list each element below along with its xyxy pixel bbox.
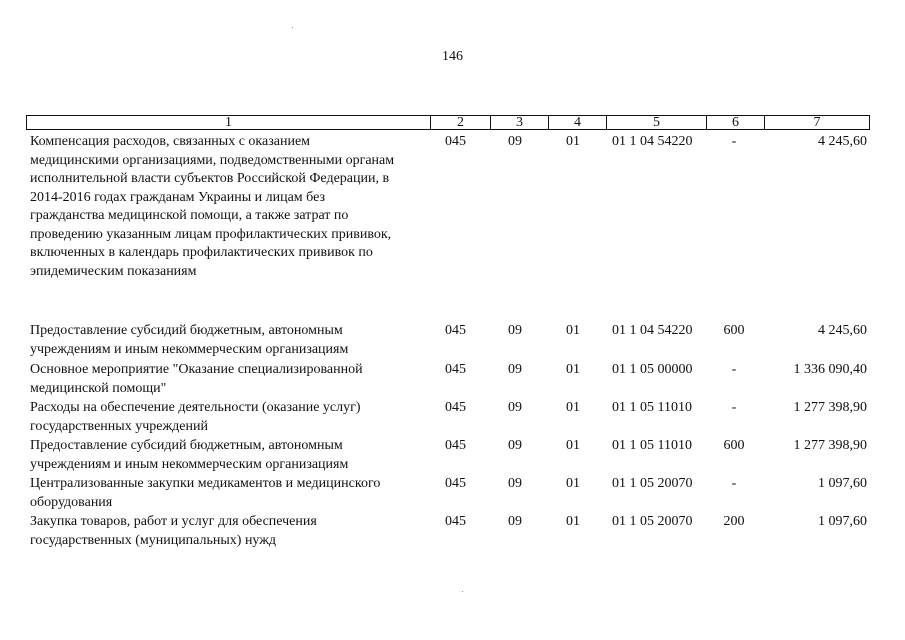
row-subsection-code: 01 bbox=[566, 400, 580, 415]
row-description: Централизованные закупки медикаментов и медицинского оборудования bbox=[30, 476, 381, 510]
row-section-code: 09 bbox=[508, 438, 522, 453]
row-subsection-code: 01 bbox=[566, 476, 580, 491]
row-section-code: 09 bbox=[508, 323, 522, 338]
row-description: Закупка товаров, работ и услуг для обеспечения государственных (муниципальных) нужд bbox=[30, 514, 317, 548]
row-description: Предоставление субсидий бюджетным, автономным учреждениям и иным некоммерческим организациям bbox=[30, 323, 349, 357]
row-expense-type: - bbox=[731, 134, 737, 149]
row-target-code: 01 1 05 20070 bbox=[612, 476, 693, 491]
row-admin-code: 045 bbox=[445, 400, 466, 415]
table-header-row bbox=[26, 115, 870, 130]
scan-speck bbox=[292, 27, 293, 28]
row-amount: 4 245,60 bbox=[818, 134, 867, 149]
row-target-code: 01 1 05 00000 bbox=[612, 362, 693, 377]
row-subsection-code: 01 bbox=[566, 134, 580, 149]
header-col-6: 6 bbox=[706, 116, 764, 129]
row-subsection-code: 01 bbox=[566, 362, 580, 377]
header-col-2: 2 bbox=[430, 116, 490, 129]
row-expense-type: - bbox=[731, 362, 737, 377]
row-target-code: 01 1 05 11010 bbox=[612, 438, 692, 453]
row-section-code: 09 bbox=[508, 514, 522, 529]
row-admin-code: 045 bbox=[445, 438, 466, 453]
row-expense-type: 600 bbox=[723, 323, 745, 338]
row-amount: 4 245,60 bbox=[818, 323, 867, 338]
row-subsection-code: 01 bbox=[566, 514, 580, 529]
row-expense-type: - bbox=[731, 400, 737, 415]
header-col-5: 5 bbox=[606, 116, 706, 129]
row-admin-code: 045 bbox=[445, 514, 466, 529]
row-expense-type: 600 bbox=[723, 438, 745, 453]
row-section-code: 09 bbox=[508, 134, 522, 149]
row-amount: 1 097,60 bbox=[818, 476, 867, 491]
row-description: Компенсация расходов, связанных с оказанием медицинскими организациями, подведомственными органам исполнительной власти субъектов Российской Федерации, в 2014-2016 годах гражданам Украины и лицам без гражданства медицинской помощи, а также затрат по проведению указанным лицам профилактических прививок, включенных в календарь профилактических прививок по эпидемическим показаниям bbox=[30, 134, 395, 279]
row-target-code: 01 1 04 54220 bbox=[612, 134, 693, 149]
row-admin-code: 045 bbox=[445, 323, 466, 338]
row-admin-code: 045 bbox=[445, 134, 466, 149]
page-number: 146 bbox=[442, 49, 463, 64]
header-col-3: 3 bbox=[490, 116, 548, 129]
header-col-7: 7 bbox=[764, 116, 869, 129]
row-description: Предоставление субсидий бюджетным, автономным учреждениям и иным некоммерческим организациям bbox=[30, 438, 349, 472]
header-col-4: 4 bbox=[548, 116, 606, 129]
row-target-code: 01 1 05 20070 bbox=[612, 514, 693, 529]
row-target-code: 01 1 04 54220 bbox=[612, 323, 693, 338]
row-amount: 1 336 090,40 bbox=[793, 362, 867, 377]
scan-speck bbox=[462, 591, 463, 592]
row-target-code: 01 1 05 11010 bbox=[612, 400, 692, 415]
header-col-1: 1 bbox=[225, 115, 232, 130]
row-admin-code: 045 bbox=[445, 476, 466, 491]
row-subsection-code: 01 bbox=[566, 323, 580, 338]
row-amount: 1 277 398,90 bbox=[793, 400, 867, 415]
row-expense-type: 200 bbox=[723, 514, 745, 529]
row-section-code: 09 bbox=[508, 476, 522, 491]
row-admin-code: 045 bbox=[445, 362, 466, 377]
row-amount: 1 097,60 bbox=[818, 514, 867, 529]
row-description: Расходы на обеспечение деятельности (оказание услуг) государственных учреждений bbox=[30, 400, 361, 434]
row-subsection-code: 01 bbox=[566, 438, 580, 453]
row-section-code: 09 bbox=[508, 400, 522, 415]
row-expense-type: - bbox=[731, 476, 737, 491]
row-description: Основное мероприятие "Оказание специализированной медицинской помощи" bbox=[30, 362, 363, 396]
row-section-code: 09 bbox=[508, 362, 522, 377]
row-amount: 1 277 398,90 bbox=[793, 438, 867, 453]
